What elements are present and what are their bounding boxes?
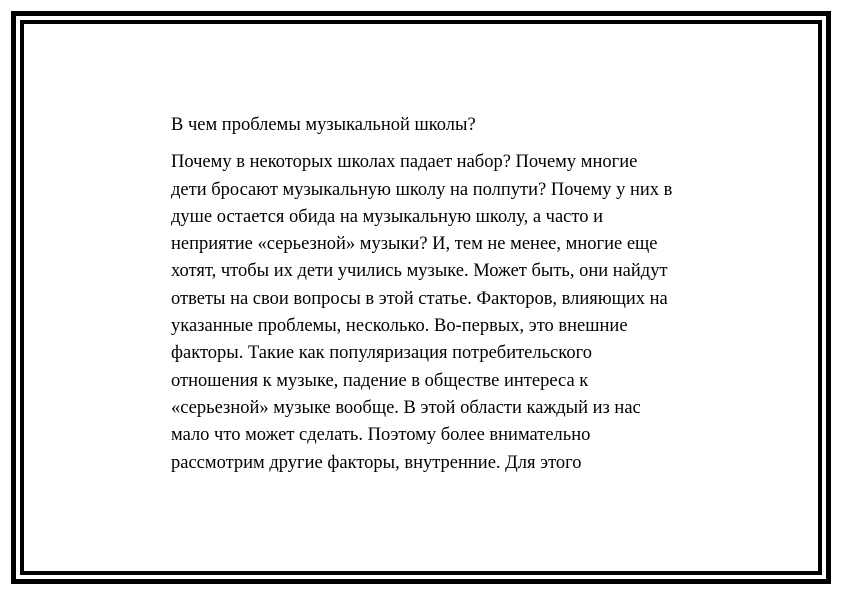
page-title: В чем проблемы музыкальной школы? xyxy=(171,115,476,135)
body-line: неприятие «серьезной» музыки? И, тем не менее, многие еще xyxy=(171,234,658,255)
body-paragraph xyxy=(171,149,731,477)
body-line: указанные проблемы, несколько. Во-первых, это внешние xyxy=(171,316,628,337)
body-line: «серьезной» музыке вообще. В этой области каждый из нас xyxy=(171,397,641,418)
body-line: ответы на свои вопросы в этой статье. Факторов, влияющих на xyxy=(171,288,668,309)
body-line: хотят, чтобы их дети учились музыке. Может быть, они найдут xyxy=(171,261,668,282)
body-line: факторы. Такие как популяризация потребительского xyxy=(171,343,592,364)
body-line: мало что может сделать. Поэтому более внимательно xyxy=(171,425,591,446)
body-line: рассмотрим другие факторы, внутренние. Для этого xyxy=(171,452,582,473)
body-line: отношения к музыке, падение в обществе интереса к xyxy=(171,370,589,391)
slide-content xyxy=(171,112,731,477)
body-line: Почему в некоторых школах падает набор? Почему многие xyxy=(171,152,638,173)
body-line: дети бросают музыкальную школу на полпути? Почему у них в xyxy=(171,179,673,200)
body-line: душе остается обида на музыкальную школу, а часто и xyxy=(171,206,604,227)
